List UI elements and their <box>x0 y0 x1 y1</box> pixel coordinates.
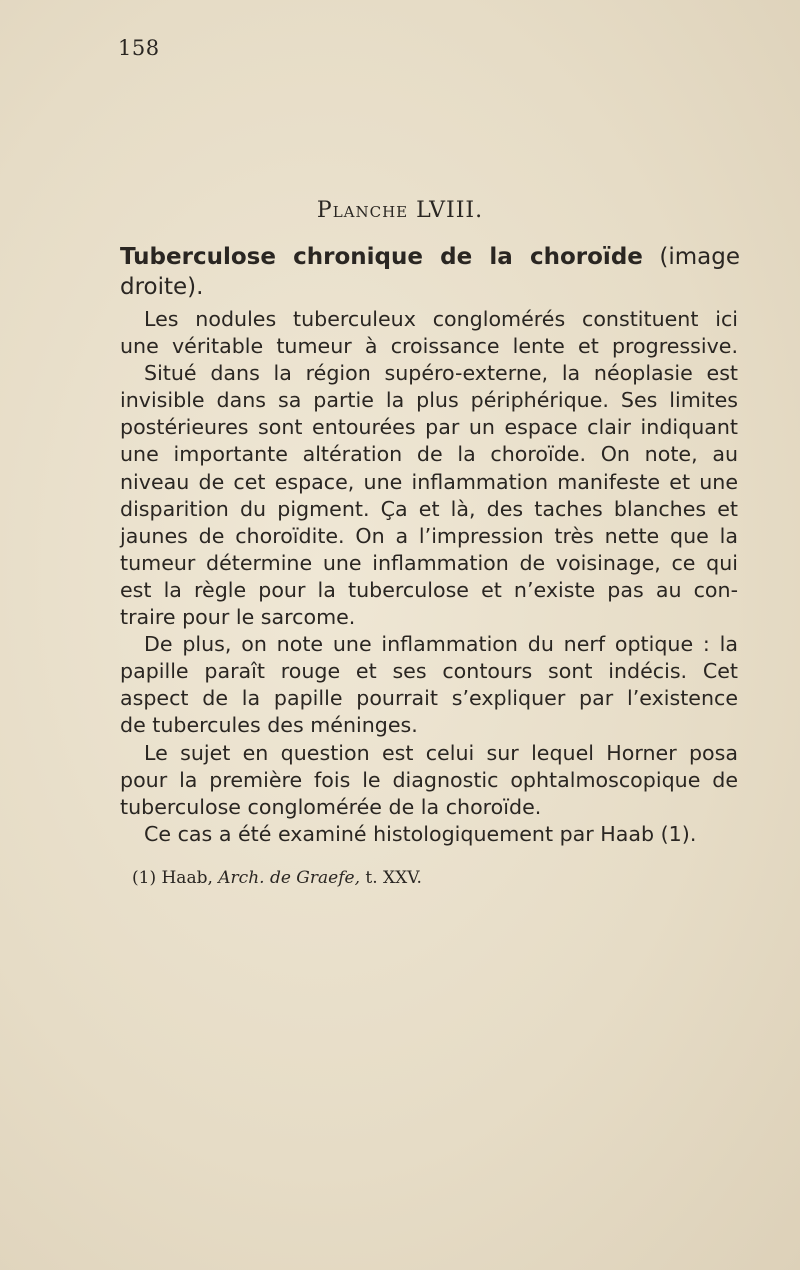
text-line: aspect de la papille pourrait s’expliquer par l’existence <box>120 686 738 711</box>
text-line: Les nodules tuberculeux conglomérés constituent ici <box>144 307 738 331</box>
text-line: Le sujet en question est celui sur lequel Horner posa <box>144 740 738 765</box>
heading-normal: (image droite). <box>120 244 741 300</box>
text-line: tuberculose conglomérée de la choroïde. <box>120 794 542 819</box>
text-line: disparition du pigment. Ça et là, des taches blanches et <box>120 496 738 521</box>
text-line: pour la première fois le diagnostic ophtalmoscopique de <box>120 767 738 792</box>
body-text <box>120 306 738 848</box>
text-line: jaunes de choroïdite. On a l’impression très nette que la <box>120 523 738 548</box>
text-line: Situé dans la région supéro-externe, la néoplasie est <box>144 361 738 386</box>
text-line: traire pour le sarcome. <box>120 605 356 630</box>
footnote-volume: t. XXV. <box>365 868 422 888</box>
text-line: Ce cas a été examiné histologiquement par Haab (1). <box>144 821 697 846</box>
plate-title <box>0 198 800 223</box>
plate-number: LVIII. <box>416 198 484 223</box>
footnote-journal: Arch. de Graefe, <box>218 868 360 888</box>
text-line: papille paraît rouge et ses contours sont indécis. Cet <box>120 659 738 684</box>
plate-label: Planche <box>316 198 409 223</box>
text-line: postérieures sont entourées par un espace clair indiquant <box>120 415 738 440</box>
text-line: une importante altération de la choroïde. On note, au <box>120 442 738 467</box>
page-number: 158 <box>118 36 160 60</box>
text-line: invisible dans sa partie la plus périphérique. Ses limites <box>120 388 738 413</box>
footnote <box>132 868 422 888</box>
heading-bold: Tuberculose chronique de la choroïde <box>120 244 643 270</box>
text-line: De plus, on note une inflammation du nerf optique : la <box>144 632 738 657</box>
section-heading <box>120 242 740 302</box>
text-line: niveau de cet espace, une inflammation manifeste et une <box>120 469 738 494</box>
text-line: est la règle pour la tuberculose et n’existe pas au con- <box>120 577 738 602</box>
text-line: tumeur détermine une inflammation de voisinage, ce qui <box>120 550 738 575</box>
footnote-marker: (1) Haab, <box>132 868 213 888</box>
text-line: de tubercules des méninges. <box>120 713 418 738</box>
text-line: une véritable tumeur à croissance lente et progressive. <box>120 334 738 359</box>
